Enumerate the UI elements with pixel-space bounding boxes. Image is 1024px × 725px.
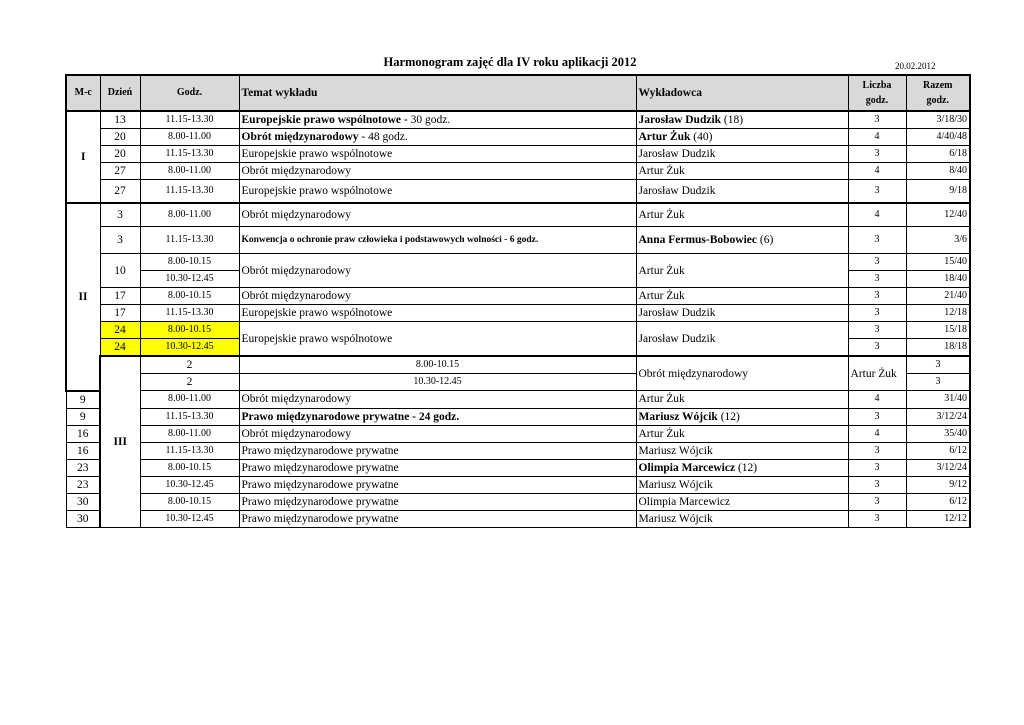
table-row: 10.30-12.45 3 18/40 bbox=[66, 271, 970, 288]
table-row: 2 10.30-12.45 3 bbox=[66, 374, 970, 391]
table-row: 23 10.30-12.45 Prawo międzynarodowe prywatne Mariusz Wójcik 3 9/12 bbox=[66, 476, 970, 493]
table-row: 24 10.30-12.45 3 18/18 bbox=[66, 339, 970, 357]
table-row: 24 8.00-10.15 Europejskie prawo wspólnotowe Jarosław Dudzik 3 15/18 bbox=[66, 322, 970, 339]
table-row: II 3 8.00-11.00 Obrót międzynarodowy Artur Żuk 4 12/40 bbox=[66, 203, 970, 227]
table-row: 30 8.00-10.15 Prawo międzynarodowe prywatne Olimpia Marcewicz 3 6/12 bbox=[66, 493, 970, 510]
table-row: 3 11.15-13.30 Konwencja o ochronie praw człowieka i podstawowych wolności - 6 godz. Anna Fermus-Bobowiec (6) 3 3/6 bbox=[66, 227, 970, 254]
header-hours: Godz. bbox=[140, 75, 239, 111]
header-lecturer: Wykładowca bbox=[636, 75, 848, 111]
schedule-table bbox=[65, 74, 971, 528]
table-row: 20 11.15-13.30 Europejskie prawo wspólnotowe Jarosław Dudzik 3 6/18 bbox=[66, 146, 970, 163]
header-row bbox=[66, 75, 970, 111]
month-label: III bbox=[100, 356, 140, 527]
table-row: 17 8.00-10.15 Obrót międzynarodowy Artur Żuk 3 21/40 bbox=[66, 288, 970, 305]
table-row: 23 8.00-10.15 Prawo międzynarodowe prywatne Olimpia Marcewicz (12) 3 3/12/24 bbox=[66, 459, 970, 476]
table-row: 10 8.00-10.15 Obrót międzynarodowy Artur Żuk 3 15/40 bbox=[66, 254, 970, 271]
document-date: 20.02.2012 bbox=[895, 61, 936, 71]
header-total: Razem godz. bbox=[906, 75, 970, 111]
table-row: 27 8.00-11.00 Obrót międzynarodowy Artur Żuk 4 8/40 bbox=[66, 163, 970, 180]
month-label: II bbox=[66, 203, 100, 391]
header-month: M-c bbox=[66, 75, 100, 111]
table-row: 16 11.15-13.30 Prawo międzynarodowe prywatne Mariusz Wójcik 3 6/12 bbox=[66, 442, 970, 459]
table-row: 16 8.00-11.00 Obrót międzynarodowy Artur Żuk 4 35/40 bbox=[66, 425, 970, 442]
table-row: 9 8.00-11.00 Obrót międzynarodowy Artur Żuk 4 31/40 bbox=[66, 391, 970, 409]
table-row: 20 8.00-11.00 Obrót międzynarodowy - 48 godz. Artur Żuk (40) 4 4/40/48 bbox=[66, 129, 970, 146]
table-row: 27 11.15-13.30 Europejskie prawo wspólnotowe Jarosław Dudzik 3 9/18 bbox=[66, 180, 970, 204]
table-row: 30 10.30-12.45 Prawo międzynarodowe prywatne Mariusz Wójcik 3 12/12 bbox=[66, 510, 970, 527]
document-title: Harmonogram zajęć dla IV roku aplikacji 2012 bbox=[383, 55, 637, 69]
header-day: Dzień bbox=[100, 75, 140, 111]
table-row: 9 11.15-13.30 Prawo międzynarodowe prywatne - 24 godz. Mariusz Wójcik (12) 3 3/12/24 bbox=[66, 408, 970, 425]
table-row: III 2 8.00-10.15 Obrót międzynarodowy Artur Żuk 3 bbox=[66, 356, 970, 374]
header-topic: Temat wykładu bbox=[239, 75, 636, 111]
header-count: Liczba godz. bbox=[848, 75, 906, 111]
month-label: I bbox=[66, 111, 100, 203]
table-row: 17 11.15-13.30 Europejskie prawo wspólnotowe Jarosław Dudzik 3 12/18 bbox=[66, 305, 970, 322]
table-row: I 13 11.15-13.30 Europejskie prawo wspólnotowe - 30 godz. Jarosław Dudzik (18) 3 3/18/30 bbox=[66, 111, 970, 129]
